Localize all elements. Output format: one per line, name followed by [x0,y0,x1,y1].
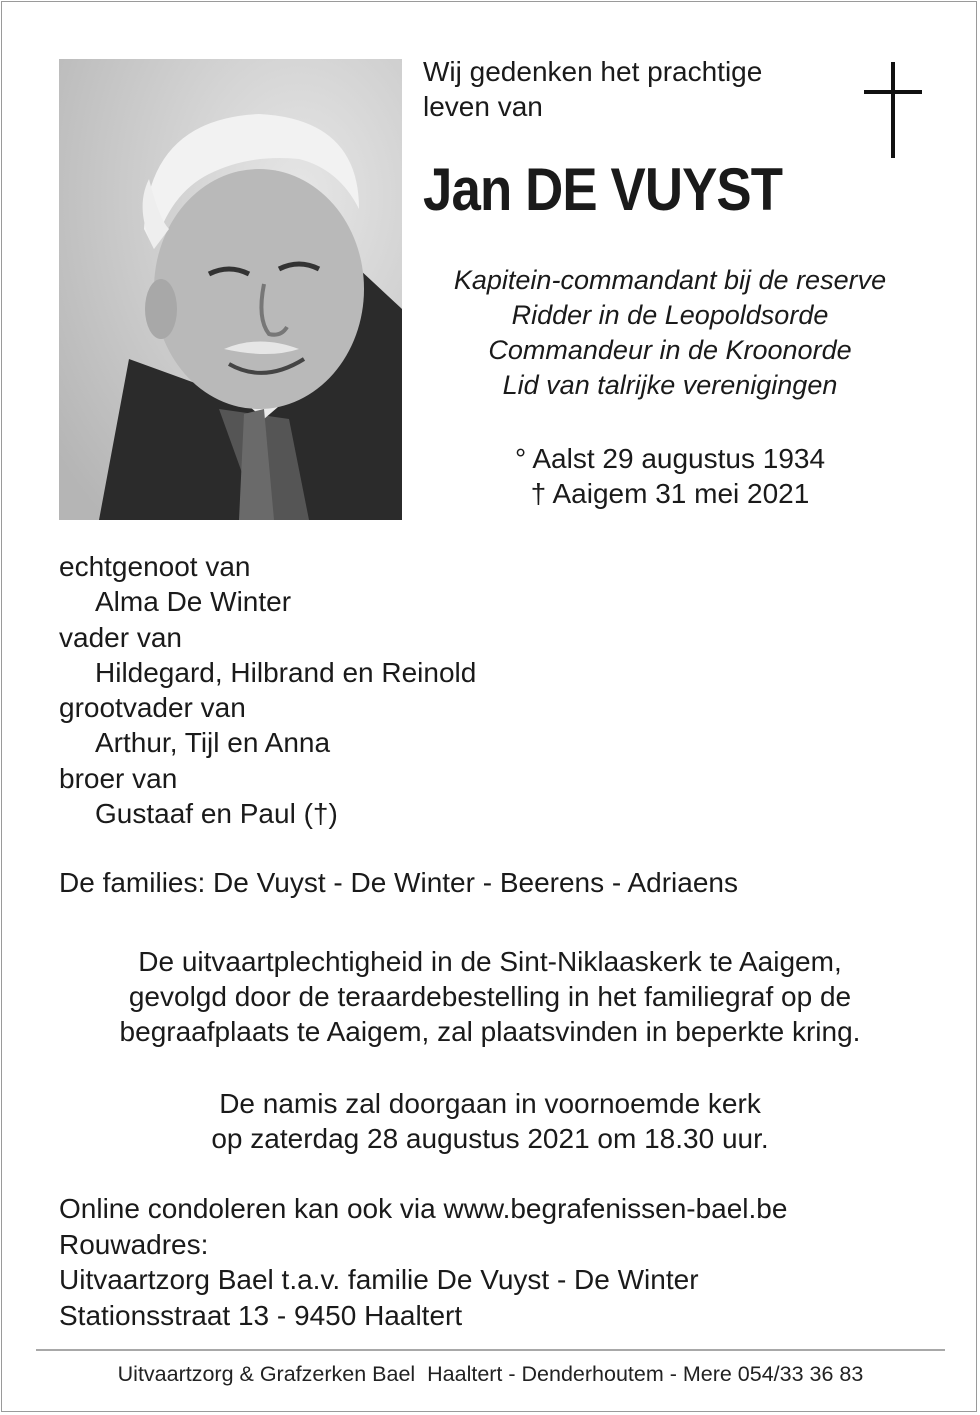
intro-text [423,54,843,124]
relation-label: broer van [59,762,178,794]
relation-label: echtgenoot van [59,551,251,582]
relation-names: Hildegard, Hilbrand en Reinold [95,656,477,688]
death-date: † Aaigem 31 mei 2021 [530,478,810,509]
footer-text: Uitvaartzorg & Grafzerken Bael Haaltert - Denderhoutem - Mere 054/33 36 83 [117,1362,864,1386]
birth-date: ° Aalst 29 augustus 1934 [514,443,826,474]
portrait-photo [59,59,402,520]
namis-line: De namis zal doorgaan in voornoemde kerk [219,1088,761,1119]
ceremony-text [40,944,940,1049]
address-line: Stationsstraat 13 - 9450 Haaltert [59,1299,463,1331]
ceremony-line: begraafplaats te Aaigem, zal plaatsvinden in beperkte kring. [119,1016,861,1047]
relation-names: Gustaaf en Paul (†) [95,798,338,830]
title-line: Commandeur in de Kroonorde [488,335,852,365]
namis-line: op zaterdag 28 augustus 2021 om 18.30 uur. [211,1123,769,1154]
family-relations [59,549,939,831]
footer-divider [36,1349,945,1351]
relation-names: Arthur, Tijl en Anna [95,727,331,759]
relation-names: Alma De Winter [95,586,292,618]
relation-label: grootvader van [59,692,246,724]
contact-info [59,1191,939,1333]
relation-label: vader van [59,621,182,653]
ceremony-line: gevolgd door de teraardebestelling in het familiegraf op de [128,981,852,1012]
cross-icon [864,62,922,158]
address-line: Uitvaartzorg Bael t.a.v. familie De Vuyst - De Winter [59,1264,699,1295]
address-label: Rouwadres: [59,1228,209,1260]
intro-line-1: Wij gedenken het prachtige [423,56,763,87]
condolence-line: Online condoleren kan ook via www.begrafenissen-bael.be [59,1193,788,1224]
honorary-titles [410,263,930,403]
life-dates [410,441,930,511]
ceremony-line: De uitvaartplechtigheid in de Sint-Niklaaskerk te Aaigem, [138,946,842,977]
deceased-name: Jan DE VUYST [423,156,783,223]
namis-text [40,1086,940,1156]
families-line: De families: De Vuyst - De Winter - Beerens - Adriaens [59,867,738,898]
title-line: Lid van talrijke verenigingen [502,370,838,400]
intro-line-2: leven van [423,91,543,122]
title-line: Ridder in de Leopoldsorde [511,300,829,330]
title-line: Kapitein-commandant bij de reserve [453,265,887,295]
